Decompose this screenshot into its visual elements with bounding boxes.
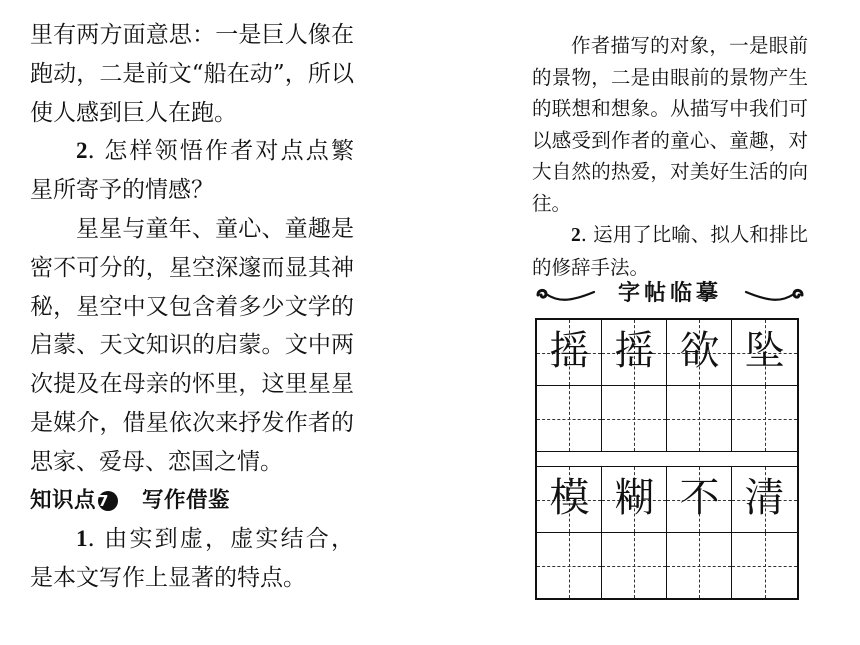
item-2-number: 2 — [571, 225, 581, 246]
grid-cell — [667, 467, 732, 532]
grid-cell — [537, 533, 602, 598]
question-2 — [30, 132, 354, 210]
continued-paragraph: 里有两方面意思：一是巨人像在跑动，二是前文“船在动”，所以使人感到巨人在跑。 — [30, 22, 354, 126]
description-paragraph: 作者描写的对象，一是眼前的景物，二是由眼前的景物产生的联想和想象。从描写中我们可以感受到作者的童心、童趣，对大自然的热爱，对美好生活的向往。 — [532, 34, 808, 215]
practice-character: 摇 — [549, 328, 590, 374]
knowledge-point-label: 知识点 — [30, 487, 97, 513]
grid-cell — [602, 320, 667, 385]
grid-cell — [667, 320, 732, 385]
grid-cell — [537, 320, 602, 385]
practice-character: 欲 — [679, 328, 720, 374]
right-swirl-ornament — [744, 284, 808, 304]
left-column — [30, 16, 354, 598]
grid-cell — [602, 533, 667, 598]
grid-cell — [732, 320, 797, 385]
grid-cell — [602, 386, 667, 451]
grid-cell — [537, 467, 602, 532]
practice-character: 糊 — [614, 475, 655, 521]
grid-row-4 — [537, 533, 797, 598]
grid-cell — [602, 467, 667, 532]
practice-grid — [535, 318, 799, 600]
practice-character: 摇 — [614, 328, 655, 374]
answer-2-paragraph: 星星与童年、童心、童趣是密不可分的，星空深邃而显其神秘，星空中又包含着多少文学的启蒙、天文知识的启蒙。文中两次提及在母亲的怀里，这里星星是媒介，借星依次来抒发作者的思家、爱母、恋国之情。 — [30, 215, 354, 475]
knowledge-point-heading — [30, 482, 354, 521]
item-2 — [532, 219, 808, 283]
grid-row-1 — [537, 320, 797, 385]
grid-line — [537, 451, 797, 452]
knowledge-point-number-badge: 7 — [98, 491, 118, 511]
right-column — [532, 30, 808, 283]
item-1-text: . 由实到虚，虚实结合，是本文写作上显著的特点。 — [30, 526, 354, 592]
practice-character: 清 — [744, 475, 785, 521]
grid-cell — [732, 386, 797, 451]
item-2-text: . 运用了比喻、拟人和排比的修辞手法。 — [532, 223, 808, 279]
grid-cell — [732, 467, 797, 532]
item-1 — [30, 520, 354, 598]
practice-character: 模 — [549, 475, 590, 521]
grid-cell — [732, 533, 797, 598]
knowledge-point-title: 写作借鉴 — [142, 487, 231, 513]
grid-row-3 — [537, 467, 797, 532]
question-2-number: 2 — [76, 138, 88, 164]
question-2-text: . 怎样领悟作者对点点繁星所寄予的情感？ — [30, 138, 354, 204]
grid-row-2 — [537, 386, 797, 451]
practice-character: 不 — [679, 475, 720, 521]
copybook-header — [530, 278, 810, 312]
grid-cell — [667, 386, 732, 451]
grid-cell — [537, 386, 602, 451]
copybook-title: 字帖临摹 — [617, 281, 722, 306]
grid-cell — [667, 533, 732, 598]
practice-character: 坠 — [744, 328, 785, 374]
item-1-number: 1 — [76, 526, 88, 552]
